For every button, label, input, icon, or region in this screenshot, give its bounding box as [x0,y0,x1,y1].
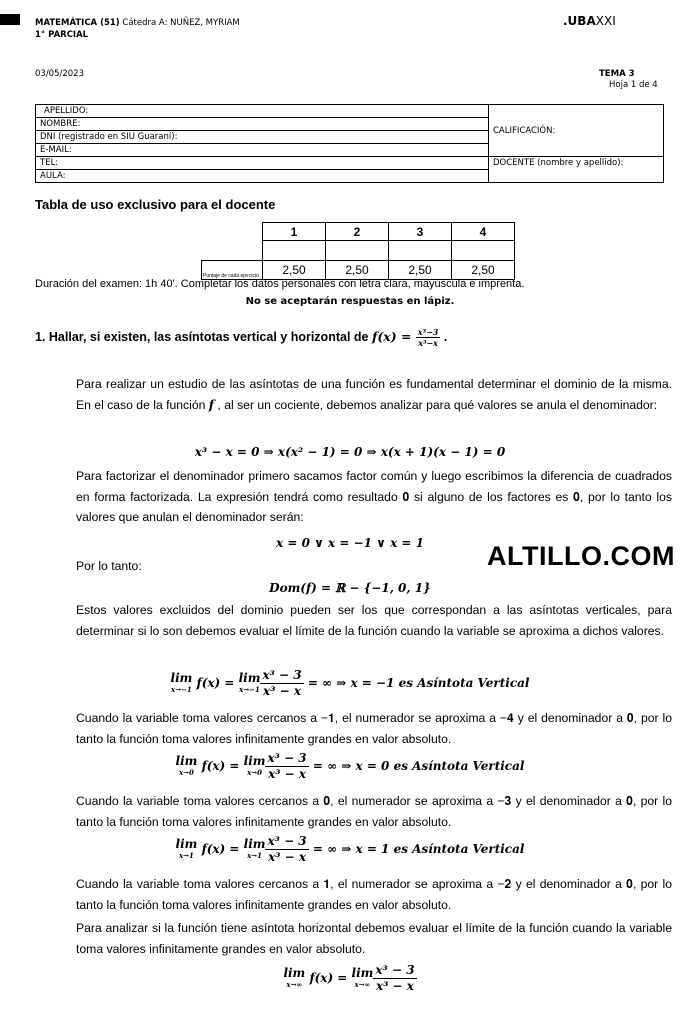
apellido-field[interactable]: APELLIDO: [36,105,489,118]
score-cell-3[interactable] [389,241,452,261]
no-pencil-note: No se aceptarán respuestas en lápiz. [245,296,455,307]
puntaje-label: Puntaje de cada ejercicio [202,261,263,280]
paragraph-horizontal: Para analizar si la función tiene asíntota horizontal debemos evaluar el límite de la función cuando la variable toma valores infinitamente grandes en valor absoluto. [76,921,672,956]
corner-mark [0,14,20,25]
limit-1: lim x→−1 f(x) = lim x→−1 $\frac{\text{x³ − 3}}{\text{x³ − x}}$ = ∞ ⇒ x = −1 es Asíntota Vertical [170,668,530,698]
points-4: 2,50 [452,261,515,280]
question-1: 1. Hallar, si existen, las asíntotas vertical y horizontal de f(x) = $\frac{\text{x³−3}}{\text{x³−x}}$ . [35,327,448,348]
limit-3: lim x→1 f(x) = lim x→1 $\frac{\text{x³ − 3}}{\text{x³ − x}}$ = ∞ ⇒ x = 1 es Asíntota Vertical [175,834,525,864]
points-3: 2,50 [389,261,452,280]
paragraph-factorizar: Para factorizar el denominador primero sacamos factor común y luego escribimos la diferencia de cuadrados en forma factorizada. La expresión tendrá como resultado 𝟎 si alguno de los factores es 𝟎, por lo tanto los valores que anulan el denominador serán: [76,469,672,524]
equation-domain: Dom(f) = ℝ − {−1, 0, 1} [269,581,431,595]
uba-logo: .UBAXXI [563,14,616,28]
por-lo-tanto: Por lo tanto: [76,559,142,573]
course-header: MATEMÁTICA (51) Cátedra A: NUÑEZ, MYRIAM [35,18,240,28]
col-1: 1 [263,223,326,241]
tel-field[interactable]: TEL: [36,157,489,170]
paragraph-dominio: Para realizar un estudio de las asíntotas de una función es fundamental determinar el dominio de la misma. En el caso de la función f , al ser un cociente, debemos analizar para qué valores se anula el denominador: [76,377,672,412]
altillo-watermark: ALTILLO.COM [487,541,675,571]
limit-2: lim x→0 f(x) = lim x→0 $\frac{\text{x³ − 3}}{\text{x³ − x}}$ = ∞ ⇒ x = 0 es Asíntota Vertical [175,751,525,781]
score-cell-1[interactable] [263,241,326,261]
duration-instructions: Duración del examen: 1h 40'. Completar los datos personales con letra clara, mayúscula e imprenta. [35,278,525,290]
aula-field[interactable]: AULA: [36,170,489,183]
calificacion-field[interactable]: CALIFICACIÓN: [489,105,664,157]
dni-field[interactable]: DNI (registrado en SIU Guaraní): [36,131,489,144]
score-cell-4[interactable] [452,241,515,261]
points-1: 2,50 [263,261,326,280]
equation-factor: x³ − x = 0 ⇒ x(x² − 1) = 0 ⇒ x(x + 1)(x − 1) = 0 [194,445,506,459]
paragraph-excluidos: Estos valores excluidos del dominio pueden ser los que correspondan a las asíntotas verticales, para determinar si lo son debemos evaluar el límite de la función cuando la variable se aproxima a dichos valores. [76,603,672,638]
limit-infinity: lim x→∞ f(x) = lim x→∞ $\frac{\text{x³ − 3}}{\text{x³ − x}}$ [283,963,415,993]
score-cell-2[interactable] [326,241,389,261]
paragraph-limit-2: Cuando la variable toma valores cercanos a 𝟎, el numerador se aproxima a −𝟑 y el denominador a 𝟎, por lo tanto la función toma valores infinitamente grandes en valor absoluto. [76,794,672,829]
exam-name: 1° PARCIAL [35,30,89,40]
student-info-table [35,104,664,183]
exam-date: 03/05/2023 [35,69,84,79]
page-counter: Hoja 1 de 4 [609,80,658,90]
col-3: 3 [389,223,452,241]
col-2: 2 [326,223,389,241]
paragraph-limit-1: Cuando la variable toma valores cercanos a −𝟏, el numerador se aproxima a −𝟒 y el denominador a 𝟎, por lo tanto la función toma valores infinitamente grandes en valor absoluto. [76,711,672,746]
points-2: 2,50 [326,261,389,280]
paragraph-limit-3: Cuando la variable toma valores cercanos a 𝟏, el numerador se aproxima a −𝟐 y el denominador a 𝟎, por lo tanto la función toma valores infinitamente grandes en valor absoluto. [76,877,672,912]
equation-roots: x = 0 ∨ x = −1 ∨ x = 1 [276,536,424,550]
score-table-title: Tabla de uso exclusivo para el docente [35,197,276,212]
col-4: 4 [452,223,515,241]
docente-field[interactable]: DOCENTE (nombre y apellido): [489,143,664,169]
tema-label: TEMA 3 [599,69,635,79]
score-table [201,222,515,280]
nombre-field[interactable]: NOMBRE: [36,118,489,131]
email-field[interactable]: E-MAIL: [36,144,489,157]
